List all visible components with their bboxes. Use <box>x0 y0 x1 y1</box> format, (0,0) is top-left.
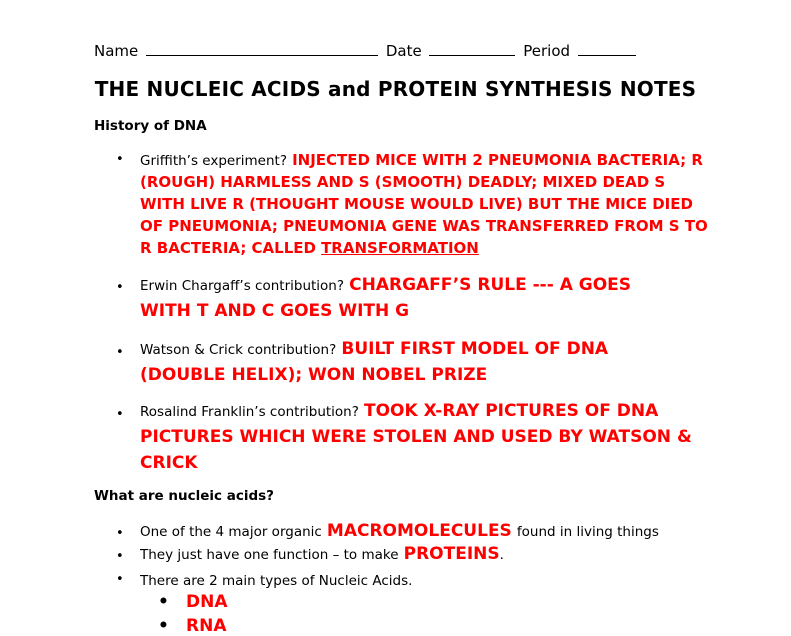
line-text: . <box>499 547 504 563</box>
nucleic-item-types <box>140 570 720 589</box>
bullet-dot: • <box>116 345 124 360</box>
history-heading: History of DNA <box>94 118 207 134</box>
nucleic-heading: What are nucleic acids? <box>94 488 274 504</box>
period-label: Period <box>523 42 571 60</box>
bullet-dot: • <box>116 152 124 167</box>
answer-text: INJECTED MICE WITH 2 PNEUMONIA BACTERIA; R (ROUGH) HARMLESS AND S (SMOOTH) DEADLY; MIXED DEAD S WITH LIVE R (THOUGHT MOUSE WOULD LIVE) BUT THE MICE DIED OF PNEUMONIA; PNEUMONIA GENE WAS TRANSFERRED FROM S TO R BACTERIA; CALLED <box>140 151 708 257</box>
type-dna: DNA <box>186 592 228 612</box>
answer-text: PROTEINS <box>403 544 500 564</box>
type-rna: RNA <box>186 616 227 636</box>
answer-text: CHARGAFF’S RULE --- A GOES WITH T AND C GOES WITH G <box>140 275 632 321</box>
line-text: They just have one function – to make <box>140 547 399 563</box>
history-item-watson-crick <box>140 336 640 388</box>
sub-bullet-dot: • <box>158 616 169 636</box>
date-blank[interactable] <box>429 41 515 56</box>
answer-text: MACROMOLECULES <box>326 521 512 541</box>
history-item-franklin <box>140 398 700 476</box>
page-title: THE NUCLEIC ACIDS and PROTEIN SYNTHESIS NOTES <box>94 77 697 101</box>
question-text: Rosalind Franklin’s contribution? <box>140 404 359 420</box>
bullet-dot: • <box>116 407 124 422</box>
history-item-griffith <box>140 149 712 259</box>
date-label: Date <box>385 42 422 60</box>
bullet-dot: • <box>116 572 124 587</box>
answer-underlined-text: TRANSFORMATION <box>321 239 479 257</box>
line-text: There are 2 main types of Nucleic Acids. <box>140 573 413 589</box>
header-fields <box>94 41 639 60</box>
sub-bullet-dot: • <box>158 592 169 612</box>
bullet-dot: • <box>116 280 124 295</box>
line-text: found in living things <box>516 524 659 540</box>
question-text: Griffith’s experiment? <box>140 153 287 169</box>
question-text: Erwin Chargaff’s contribution? <box>140 278 345 294</box>
answer-text: TOOK X-RAY PICTURES OF DNA PICTURES WHICH WERE STOLEN AND USED BY WATSON & CRICK <box>140 401 692 473</box>
bullet-dot: • <box>116 526 124 541</box>
line-text: One of the 4 major organic <box>140 524 322 540</box>
answer-text: BUILT FIRST MODEL OF DNA (DOUBLE HELIX); WON NOBEL PRIZE <box>140 339 609 385</box>
nucleic-item-proteins <box>140 541 720 567</box>
history-item-chargaff <box>140 272 660 324</box>
bullet-dot: • <box>116 549 124 564</box>
question-text: Watson & Crick contribution? <box>140 342 337 358</box>
name-blank[interactable] <box>146 41 378 56</box>
period-blank[interactable] <box>578 41 636 56</box>
name-label: Name <box>94 42 139 60</box>
